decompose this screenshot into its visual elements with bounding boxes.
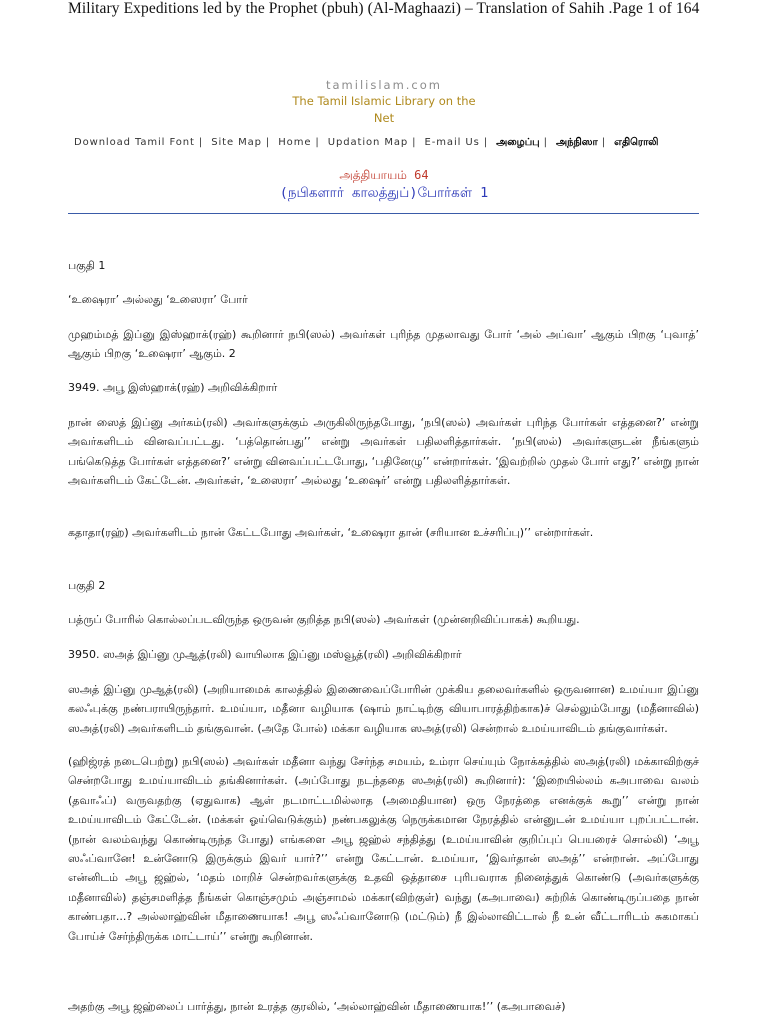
nav-separator: | <box>265 137 271 148</box>
nav-download-tamil-font[interactable]: Download Tamil Font <box>74 137 195 148</box>
paragraph-3949: நான் ஸைத் இப்னு அர்கம்(ரலி) அவர்களுக்கும் அருகிலிருந்தபோது, ‘நபி(ஸல்) அவர்கள் புரிந்த போர்கள் எத்தனை?’ என்று அவர்களிடம் வினவப்பட்டது. ‘பத்தொன்பது’’ என்று அவர்கள் பதிலளித்தார்கள். ‘நபி(ஸல்) அவர்களுடன் நீங்களும் பங்கெடுத்த போர்கள் எத்தனை?’ என்று வினவப்பட்டபோது, ‘பதினேழு’’ என்றார்கள். ‘இவற்றில் முதல் போர் எது?’ என்று நான் அவர்களிடம் கேட்டேன். அவர்கள், ‘உஸைரா’ அல்லது ‘உஷைர்’ என்று பதிலளித்தார்கள். <box>68 416 699 488</box>
nav-separator: | <box>483 137 488 148</box>
running-head: Military Expeditions led by the Prophet (pbuh) (Al-Maghaazi) – Translation of Sahih .Page 1 of 164 <box>68 0 700 17</box>
nav-separator: | <box>543 137 548 148</box>
nav-email-us[interactable]: E-mail Us <box>424 137 480 148</box>
nav-separator: | <box>198 137 204 148</box>
nav-home[interactable]: Home <box>278 137 312 148</box>
nav-updation-map[interactable]: Updation Map <box>327 137 409 148</box>
site-tagline-line2: Net <box>373 111 395 125</box>
site-header <box>0 78 768 126</box>
paragraph-3950-b: (ஹிஜ்ரத் நடைபெற்று) நபி(ஸல்) அவர்கள் மதீனா வந்து சேர்ந்த சமயம், உம்ரா செய்யும் நோக்கத்தில் ஸஅத்(ரலி) மக்காவிற்குச் சென்றபோது உமய்யாவிடம் தங்கினார்கள். (அப்போது நடந்ததை ஸஅத்(ரலி) கூறினார்): ‘இறையில்லம் கஅபாவை வலம் (தவாஃப்) வருவதற்கு (ஏதுவாக) ஆள் நடமாட்டமில்லாத (அமைதியான) ஒரு நேரத்தை எனக்குக் கூறு’’ என்று நான் உமய்யாவிடம் கேட்டேன். (மக்கள் ஓய்வெடுக்கும்) நண்பகலுக்கு நெருக்கமான நேரத்தில் என்னுடன் உமய்யா புறப்பட்டான். (நான் வலம்வந்து கொண்டிருந்த போது) எங்களை அபூ ஜஹ்ல் சந்தித்து (உமய்யாவின் குறிப்புப் பெயரைச் சொல்லி) ‘அபூ ஸஃப்வானே! உன்னோடு இருக்கும் இவர் யார்?’’ என்று கேட்டான். உமய்யா, ‘இவர்தான் ஸஅத்’’ என்றான். அப்போது என்னிடம் அபூ ஜஹ்ல், ‘மதம் மாறிச் சென்றவர்களுக்கு உதவி ஒத்தாசை புரிபவராக நினைத்துக் கொண்டு (அவர்களுக்கு மதீனாவில்) தஞ்சமளித்த நீங்கள் கொஞ்சமும் அஞ்சாமல் மக்கா(விற்குள்) வந்து (கஅபாவை) சுற்றிக் கொண்டிருப்பதை நான் காண்பதா...? அல்லாஹ்வின் மீதாணையாக! அபூ ஸஃப்வானோடு (மட்டும்) நீ இல்லாவிட்டால் நீ உன் வீட்டாரிடம் சுகமாகப் போய்ச் சேர்ந்திருக்க மாட்டாய்’’ என்று கூறினான். <box>68 755 699 943</box>
section-heading-1: பகுதி 1 <box>68 259 106 272</box>
section-subtitle-2: பத்ருப் போரில் கொல்லப்படவிருந்த ஒருவன் குறித்த நபி(ஸல்) அவர்கள் (முன்னறிவிப்பாகக்) கூறியது. <box>68 613 580 626</box>
section-subtitle-1: ‘உஷைரா’ அல்லது ‘உஸைரா’ போர் <box>68 293 248 306</box>
nav-annisa[interactable]: அந்நிஸா <box>555 137 598 148</box>
hadith-number-3949: 3949. அபூ இஸ்ஹாக்(ரஹ்) அறிவிக்கிறார் <box>68 381 278 394</box>
nav-azhaippu[interactable]: அழைப்பு <box>496 137 540 148</box>
site-domain[interactable]: tamilislam.com <box>326 78 442 92</box>
section-heading-2: பகுதி 2 <box>68 579 106 592</box>
nav-site-map[interactable]: Site Map <box>211 137 262 148</box>
chapter-number: அத்தியாயம் 64 <box>339 168 429 182</box>
site-tagline-line1: The Tamil Islamic Library on the <box>292 94 476 108</box>
chapter-title: (நபிகளார் காலத்துப்)போர்கள் 1 <box>279 185 489 201</box>
paragraph-3950-c: அதற்கு அபூ ஜஹ்லைப் பார்த்து, நான் உரத்த குரலில், ‘அல்லாஹ்வின் மீதாணையாக!’’ (கஅபாவைச்) <box>68 1000 566 1013</box>
hadith-number-3950: 3950. ஸஅத் இப்னு முஆத்(ரலி) வாயிலாக இப்னு மஸ்வூத்(ரலி) அறிவிக்கிறார் <box>68 648 462 661</box>
nav-ethiroli[interactable]: எதிரொலி <box>614 137 659 148</box>
header-rule <box>68 213 699 214</box>
nav-separator: | <box>412 137 417 148</box>
paragraph-qatada: கதாதா(ரஹ்) அவர்களிடம் நான் கேட்டபோது அவர்கள், ‘உஷைரா தான் (சரியான உச்சரிப்பு)’’ என்றார்கள். <box>68 526 594 539</box>
paragraph-intro: முஹம்மத் இப்னு இஸ்ஹாக்(ரஹ்) கூறினார் நபி(ஸல்) அவர்கள் புரிந்த முதலாவது போர் ‘அல் அப்வா’ ஆகும் பிறகு ‘புவாத்’ ஆகும் பிறகு ‘உஷைரா’ ஆகும். 2 <box>68 328 699 361</box>
nav-separator: | <box>601 137 607 148</box>
nav-separator: | <box>315 137 320 148</box>
site-nav <box>74 137 754 149</box>
paragraph-3950-a: ஸஅத் இப்னு முஆத்(ரலி) (அறியாமைக் காலத்தில் இணைவைப்போரின் முக்கிய தலைவர்களில் ஒருவனான) உமய்யா இப்னு கலஃபுக்கு நண்பராயிருந்தார். உமய்யா, மதீனா வழியாக (ஷாம் நாட்டிற்கு வியாபாரத்திற்காக)ச் செல்லும்போது (மதீனாவில்) ஸஅத்(ரலி) அவர்களிடம் தங்குவான். (அதே போல்) மக்கா வழியாக ஸஅத்(ரலி) சென்றால் உமய்யாவிடம் தங்குவார்கள். <box>68 683 699 735</box>
